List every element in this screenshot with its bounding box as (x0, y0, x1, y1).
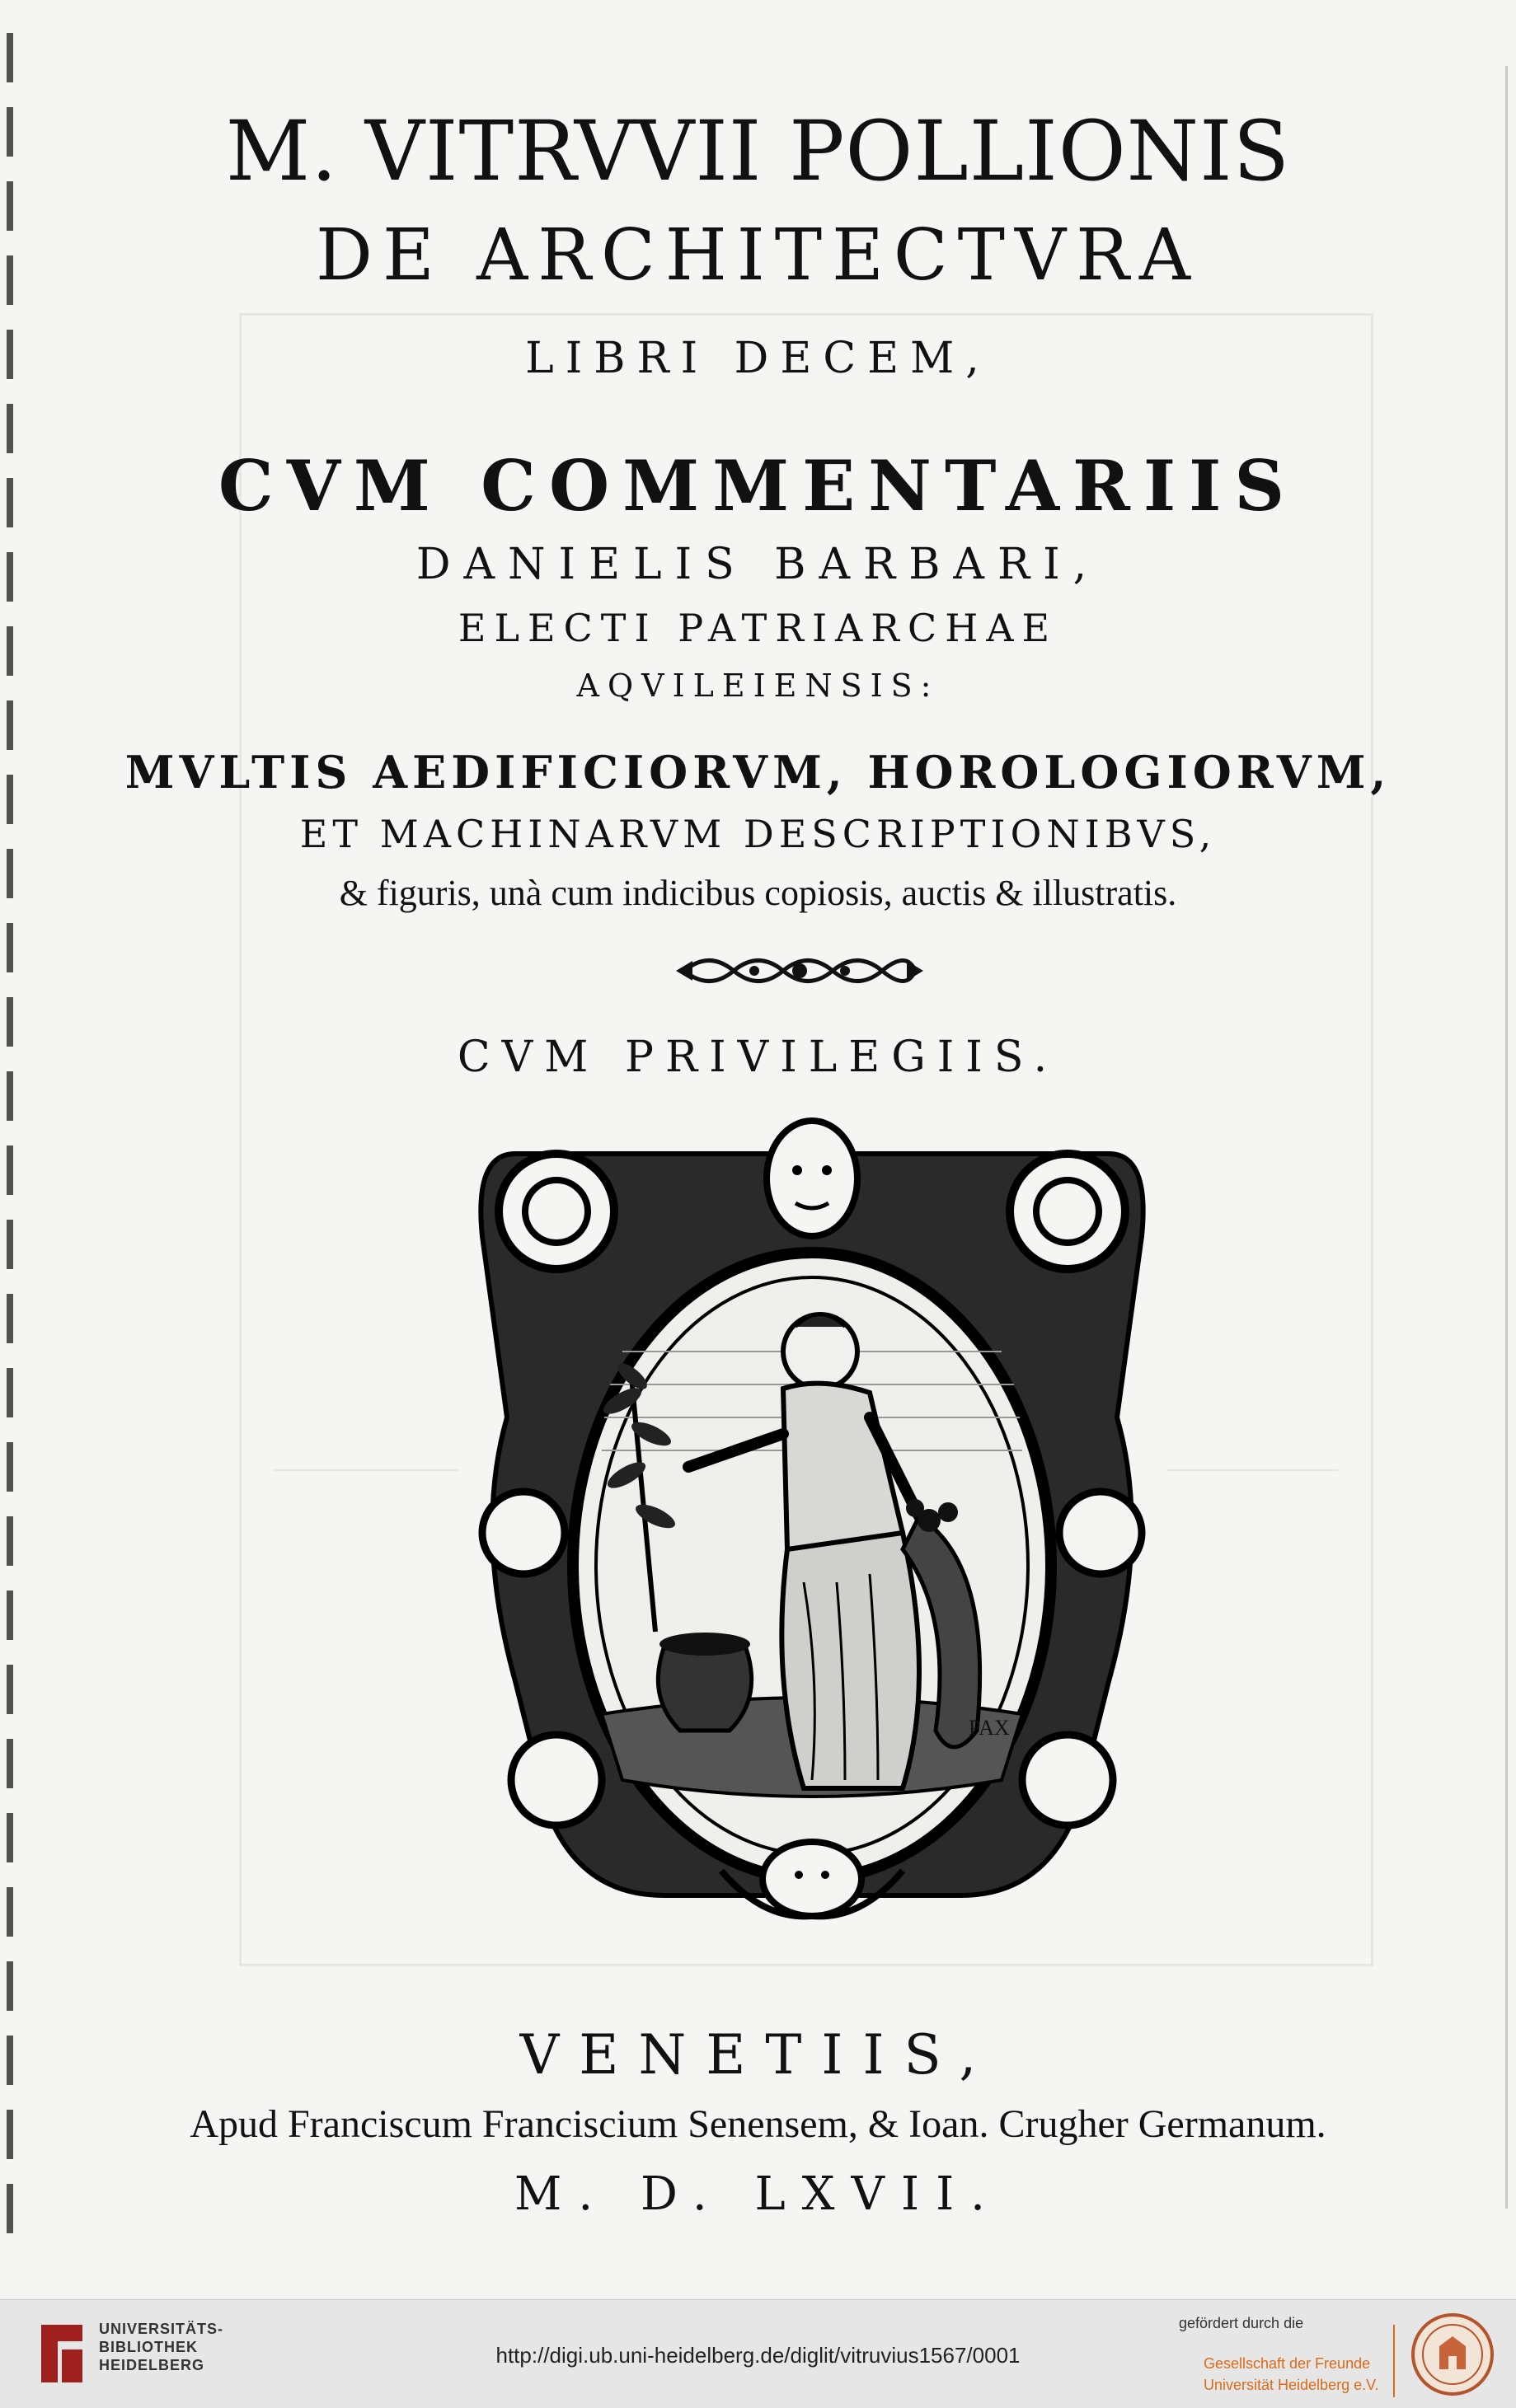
commentary-line: CVM COMMENTARIIS (218, 445, 1298, 527)
library-name-line-1: UNIVERSITÄTS- (99, 2321, 224, 2337)
sponsor-name-line-1: Gesellschaft der Freunde (1204, 2355, 1371, 2372)
sponsor-label: gefördert durch die (1179, 2315, 1304, 2331)
printers-line: Apud Franciscum Franciscium Senensem, & Ioan. Crugher Germanum. (190, 2102, 1326, 2146)
subtitle-line-3: & figuris, unà cum indicibus copiosis, auctis & illustratis. (339, 873, 1177, 913)
library-name-line-2: BIBLIOTHEK (99, 2339, 198, 2355)
printers-device-woodcut (458, 1104, 1166, 1953)
subtitle-line-2: ET MACHINARVM DESCRIPTIONIBVS, (299, 812, 1217, 856)
university-seal-icon (1410, 2312, 1495, 2397)
see-line: AQVILEIENSIS: (576, 668, 940, 704)
books-line: LIBRI DECEM, (525, 334, 991, 383)
subtitle-line-1: MVLTIS AEDIFICIORVM, HOROLOGIORVM, (124, 746, 1392, 799)
office-line: ELECTI PATRIARCHAE (458, 606, 1058, 650)
device-caption: PAX (969, 1716, 1010, 1740)
footer-bar (0, 2299, 1516, 2408)
fleuron-ornament-icon (676, 946, 923, 996)
library-name-line-3: HEIDELBERG (99, 2357, 205, 2373)
sponsor-name (1204, 2353, 1378, 2396)
title-line: DE ARCHITECTVRA (316, 214, 1200, 297)
sponsor-name-line-2: Universität Heidelberg e.V. (1204, 2377, 1379, 2393)
privilege-line: CVM PRIVILEGIIS. (457, 1033, 1059, 1082)
page-edge (1505, 66, 1508, 2209)
commentator-line: DANIELIS BARBARI, (415, 540, 1101, 589)
year-line: M. D. LXVII. (514, 2167, 1002, 2221)
author-line: M. VITRVVII POLLIONIS (225, 103, 1291, 199)
sponsor-divider (1393, 2325, 1395, 2397)
permalink-url[interactable]: http://digi.ub.uni-heidelberg.de/diglit/vitruvius1567/0001 (495, 2343, 1021, 2368)
place-line: VENETIIS, (519, 2023, 997, 2087)
